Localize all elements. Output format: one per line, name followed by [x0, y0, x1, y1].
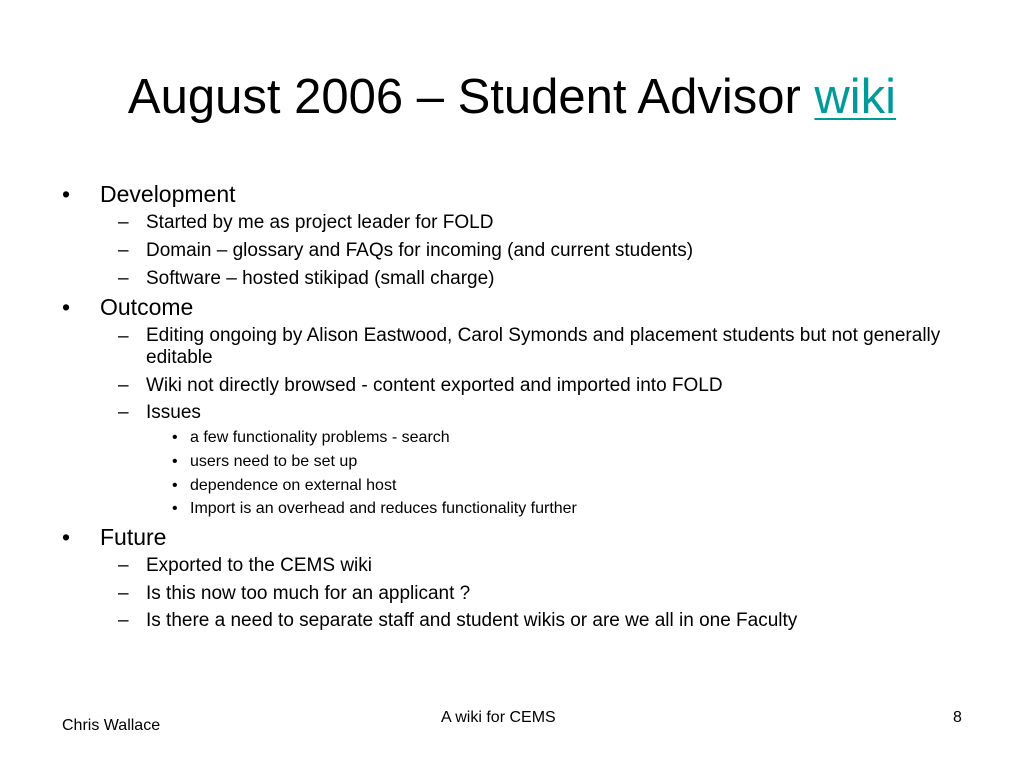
- list-item: Is this now too much for an applicant ?: [146, 583, 471, 604]
- list-item: Is there a need to separate staff and student wikis or are we all in one Faculty: [146, 610, 798, 631]
- dash-marker: –: [118, 240, 129, 261]
- section-heading-development: Development: [100, 181, 236, 207]
- dash-marker: –: [118, 212, 129, 233]
- bullet-marker: •: [62, 524, 71, 550]
- footer-title: A wiki for CEMS: [441, 709, 556, 726]
- list-item: Started by me as project leader for FOLD: [146, 212, 494, 233]
- slide-title-text: August 2006 – Student Advisor: [127, 70, 815, 124]
- dash-marker: –: [118, 402, 129, 423]
- sub-bullet-marker: •: [172, 500, 178, 517]
- dash-marker: –: [118, 375, 129, 396]
- list-item: Software – hosted stikipad (small charge): [146, 268, 495, 289]
- sub-bullet-marker: •: [172, 429, 178, 446]
- dash-marker: –: [118, 583, 129, 604]
- bullet-marker: •: [62, 181, 71, 207]
- footer-author: Chris Wallace: [62, 717, 161, 734]
- bullet-marker: •: [62, 294, 71, 320]
- dash-marker: –: [118, 268, 129, 289]
- list-item: Exported to the CEMS wiki: [146, 555, 372, 576]
- list-item: Wiki not directly browsed - content exported and imported into FOLD: [146, 375, 723, 396]
- section-heading-outcome: Outcome: [100, 294, 194, 320]
- sub-bullet-marker: •: [172, 453, 178, 470]
- list-item: Domain – glossary and FAQs for incoming (and current students): [146, 240, 694, 261]
- dash-marker: –: [118, 326, 129, 347]
- issue-item: a few functionality problems - search: [190, 429, 450, 446]
- issue-item: dependence on external host: [190, 477, 397, 494]
- issue-item: users need to be set up: [190, 453, 358, 470]
- dash-marker: –: [118, 610, 129, 631]
- sub-bullet-marker: •: [172, 477, 178, 494]
- dash-marker: –: [118, 555, 129, 576]
- list-item-issues: Issues: [146, 402, 201, 423]
- wiki-link[interactable]: wiki: [814, 70, 897, 124]
- page-number: 8: [953, 709, 962, 726]
- section-heading-future: Future: [100, 524, 167, 550]
- issue-item: Import is an overhead and reduces functionality further: [190, 500, 577, 517]
- list-item: Editing ongoing by Alison Eastwood, Carol Symonds and placement students but not generally editable: [146, 325, 941, 368]
